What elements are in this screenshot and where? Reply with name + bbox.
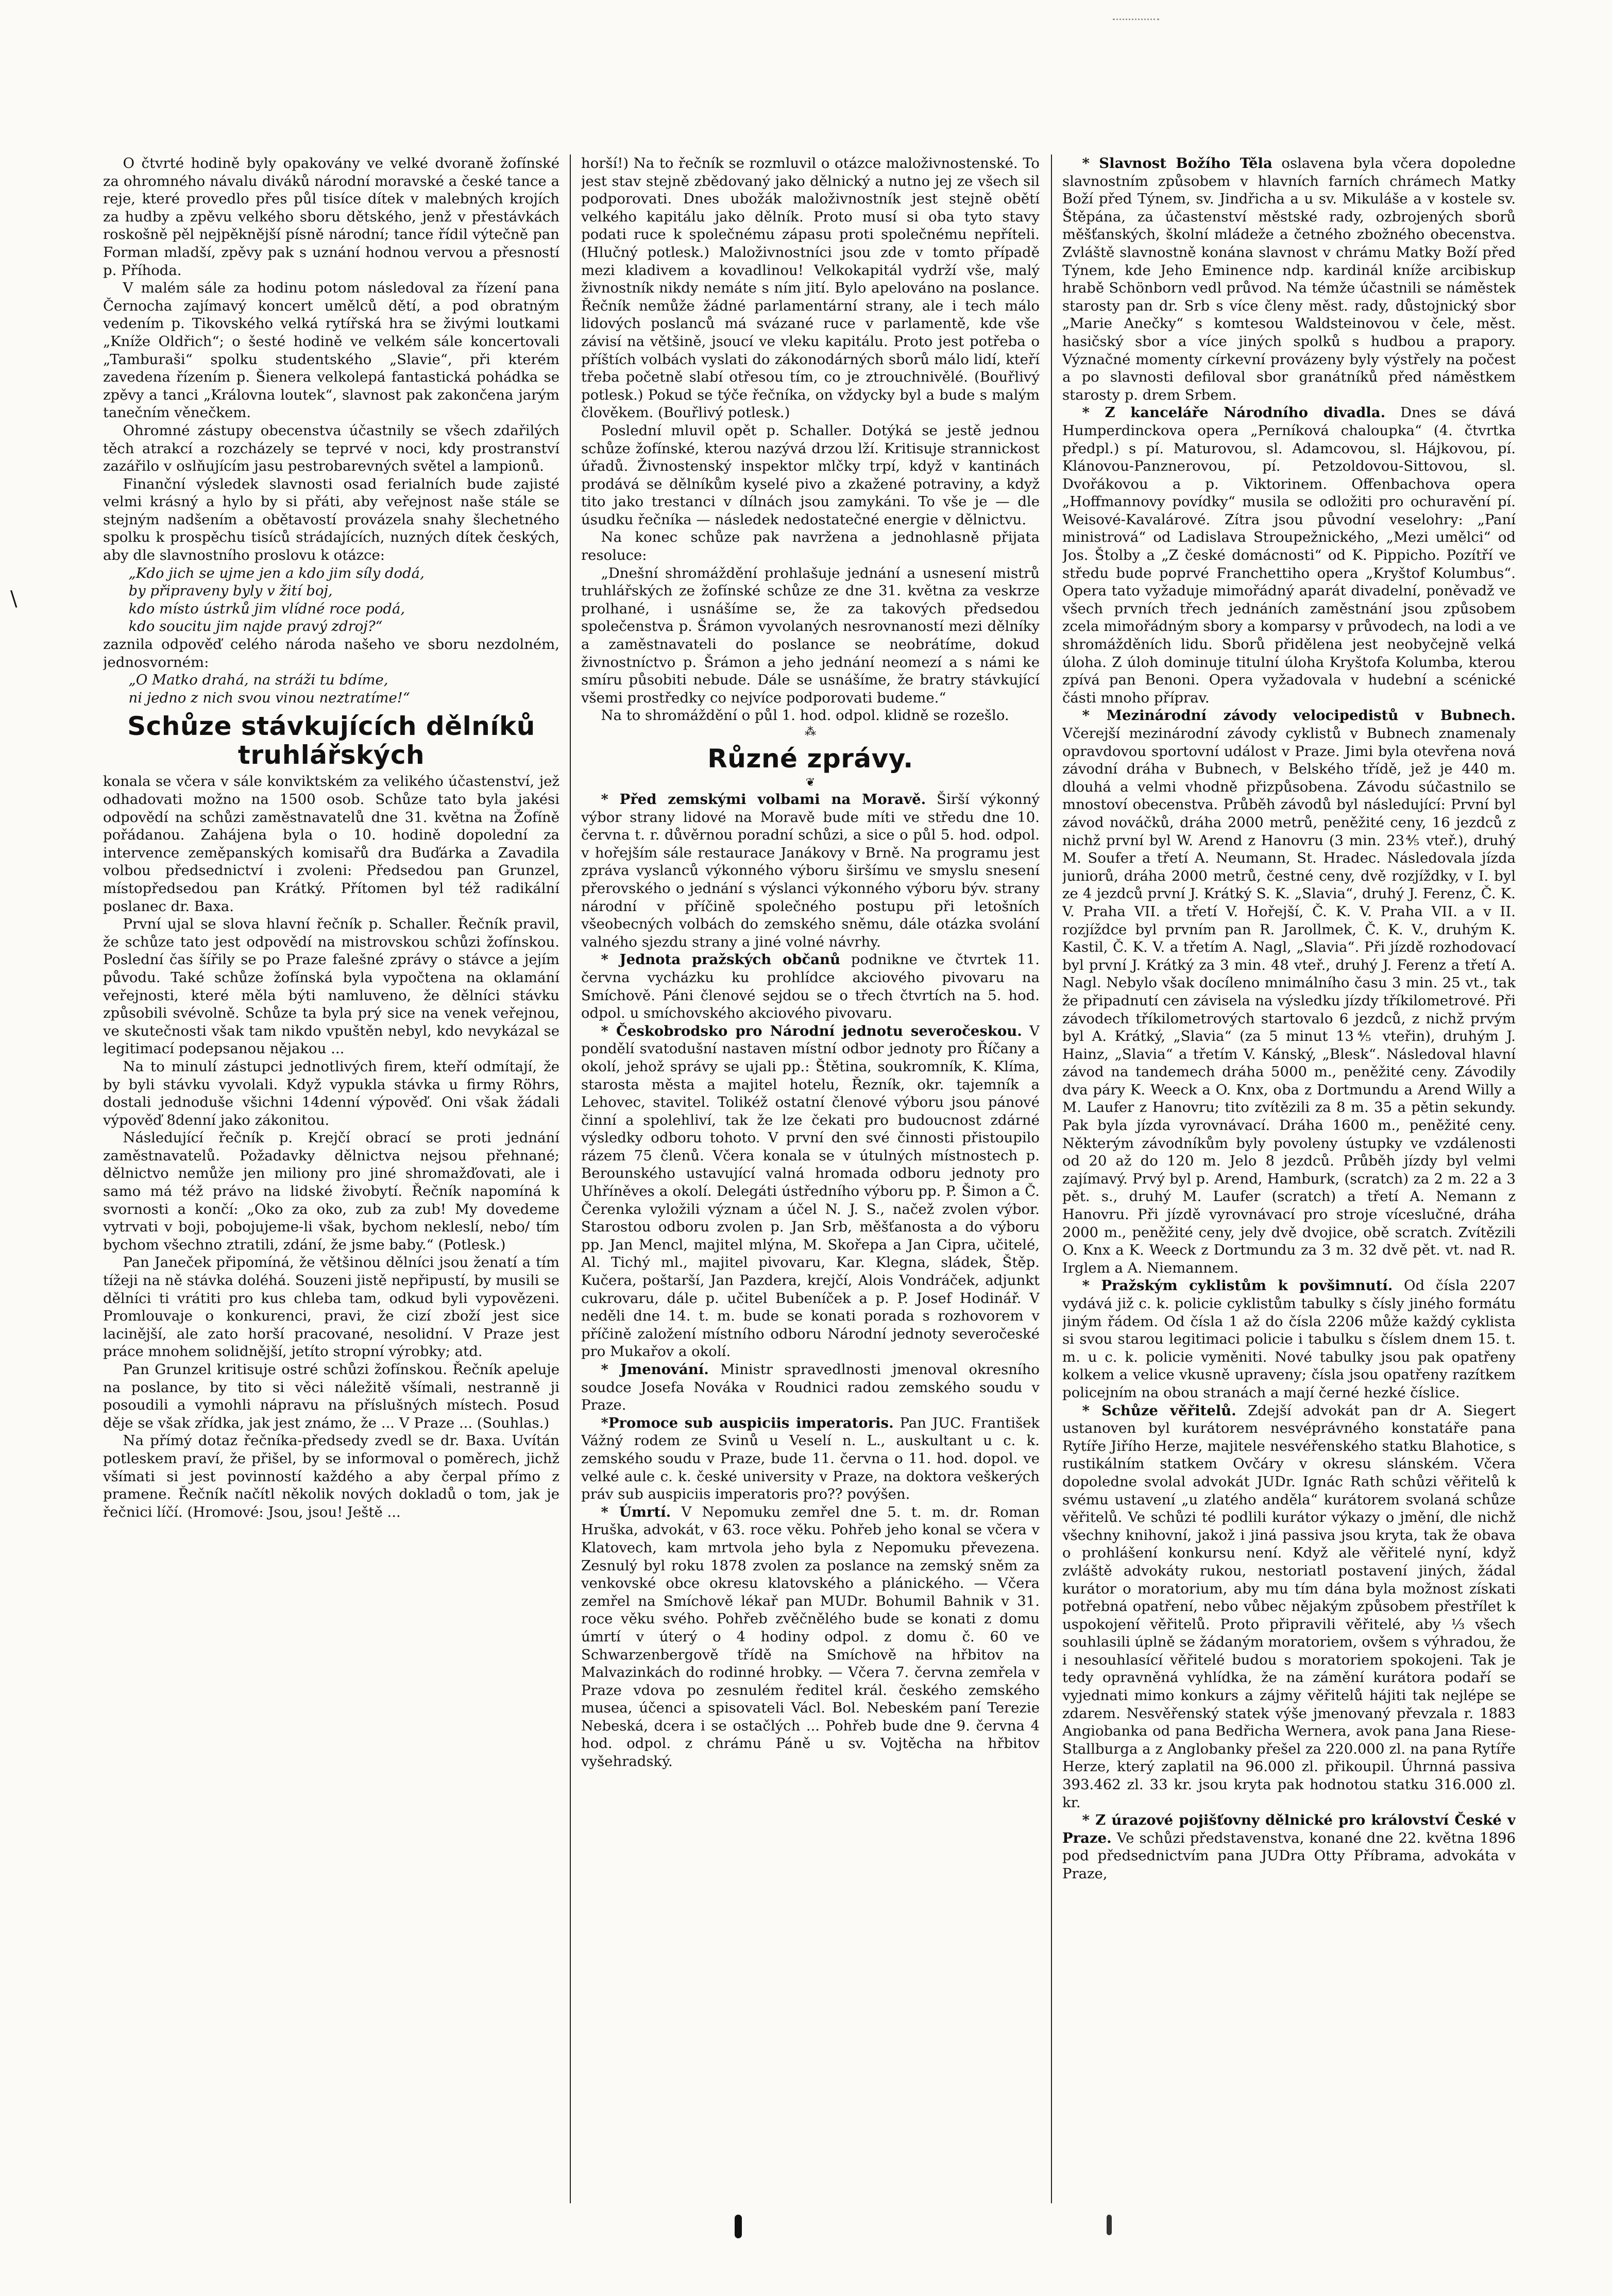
news-body: oslavena byla včera dopoledne slavnostním způsobem v hlavních farních chrámech Matky Boží před Týnem, sv. Jindřicha a u sv. Mikuláše a v kostele sv. Štěpána, za účastenství městské rady, ozbrojených sborů měšťanských, školní mládeže a četného zbožného obecenstva. Zvláště slavnostně konána slavnost v chrámu Matky Boží před Týnem, kde Jeho Eminence ndp. kardinál kníže arcibiskup hrabě Schönborn vedl průvod. Na témže účastnili se náměstek starosty pan dr. Srb s více členy měst. rady, důstojnický sbor „Marie Anečky“ s komtesou Waldsteinovou v čele, měst. hasičský sbor a více jiných spolků s hudbou a prapory. Význačné momenty církevní provázeny byly výstřely na počest a po slavnosti defiloval sbor granátníků před náměstkem starosty p. drem Srbem. — [1062, 155, 1516, 403]
verse-line: „Kdo jich se ujme jen a kdo jim síly dodá, — [128, 564, 425, 581]
verse-line: ni jedno z nich svou vinou neztratíme!“ — [128, 689, 410, 706]
news-kicker: * Úmrtí. — [601, 1503, 671, 1520]
resolution-paragraph: „Dnešní shromáždění prohlašuje jednání a usnesení mistrů truhlářských ze žofínské schůze ze dne 31. května za veskrze prolhané, i usnášíme se, že za takových předsedou společenstva p. Šrámon vyvolaných nesrovnaností mezi dělníky a zaměstnavateli do poslance se neobrátíme, dokud živnostníctvo p. Šrámon a jeho jednání neomezí a s námi ke smíru působiti nebude. Dále se usnášíme, že bratry stávkující všemi prostředky co nejvíce podporovati budeme.“ — [581, 564, 1040, 706]
heading-line: truhlářských — [237, 740, 425, 770]
verse-line: „O Matko drahá, na stráži tu bdíme, — [128, 672, 388, 689]
news-body: Ve schůzi představenstva, konané dne 22. května 1896 pod předsednictvím pana JUDra Otty Příbrama, advokáta v Praze, — [1062, 1829, 1516, 1882]
news-kicker: * Před zemskými volbami na Moravě. — [601, 791, 926, 808]
news-kicker: * Z kanceláře Národního divadla. — [1082, 404, 1386, 421]
news-kicker: * Českobrodsko pro Národní jednotu severočeskou. — [601, 1022, 1022, 1039]
article-paragraph: Na konec schůze pak navržena a jednohlasně přijata resoluce: — [581, 529, 1040, 564]
heading-line: Schůze stávkujících dělníků — [127, 711, 535, 742]
section-heading-strike — [103, 712, 559, 769]
news-kicker: * Slavnost Božího Těla — [1082, 155, 1272, 172]
news-body: Dnes se dává Humperdinckova opera „Perníková chaloupka“ (4. čtvrtka předpl.) s pí. Maturovou, sl. Adamcovou, sl. Hájkovou, pí. Klánovou-Panznerovou, pí. Petzoldovou-Sittovou, sl. Dvořákovou a p. Viktorinem. Offenbachova opera „Hoffmannovy povídky“ musila se odložiti pro ochuravění pí. Weisové-Kavalárové. Zítra jsou původní veselohry: „Paní ministrová“ od Ladislava Stroupežnického, „Mezi umělci“ od Jos. Štolby a „Z české domácnosti“ od K. Pippicho. Pozítří ve středu bude poprvé Franchettiho opera „Kryštof Kolumbus“. Opera tato vyžaduje mimořádný aparát divadelní, poněvadž ve všech prvních třech jednáních zaměstnání jsou způsobem zcela mimořádným sbory a komparsy v průvodech, na lodi a ve shromážděních lidu. Sborů přidělena jest neobyčejně velká úloha. Z úloh dominuje titulní úloha Kryštofa Kolumba, kterou zpívá pan Benoni. Opera vyžadovala v hudební a scénické části mnoho příprav. — [1062, 404, 1516, 706]
ornament-divider: ❦ — [805, 776, 816, 789]
verse-line: by připraveny byly v žití boj, — [128, 582, 333, 599]
news-kicker: * Mezinárodní závody velocipedistů v Bubnech. — [1082, 707, 1516, 724]
news-kicker: * Jednota pražských občanů — [601, 951, 841, 968]
column-2 — [581, 155, 1040, 2208]
page-corner-mark — [1113, 19, 1159, 35]
article-paragraph: Poslední mluvil opět p. Schaller. Dotýká se jestě jednou schůze žofínské, kterou nazývá drzou lží. Kritisuje strannickost úřadů. Živnostenský inspektor mlčky trpí, když v kantinách prodává se dělníkům kyselé pivo a zkažené potraviny, a když tito jako trestanci v dílnách jsou zamykáni. To vše je — dle úsudku řečníka — následek nedostatečné energie v dělnictvu. — [581, 422, 1040, 528]
article-paragraph: První ujal se slova hlavní řečník p. Schaller. Řečník pravil, že schůze tato jest odpovědí na mistrovskou schůzi žofínskou. Poslední čas šířily se po Praze falešné zprávy o stávce a jejím původu. Také schůze žofínská byla vypočtena na oklamání veřejnosti, které měla býti namluveno, že dělníci stávku způsobili svévolně. Schůze ta byla prý sice na venek veřejnou, ve skutečnosti však tam nikdo vpuštěn nebyl, kdo nevykázal se legitimací podepsanou nějakou ... — [103, 916, 559, 1057]
article-paragraph: Následující řečník p. Krejčí obrací se proti jednání zaměstnavatelů. Požadavky dělnictva nejsou přehnané; dělnictvo nemůže jen miliony pro jiné shromažďovati, ale i samo má též právo na lidské živobytí. Řečník napomíná k svornosti a končí: „Oko za oko, zub za zub! My dovedeme vytrvati v boji, pobojujeme-li však, bychom nekleslí, nebo/ tím bychom všechno ztratili, zdání, že jsme baby.“ (Potlesk.) — [103, 1129, 559, 1253]
article-paragraph: Na to shromáždění o půl 1. hod. odpol. klidně se rozešlo. — [601, 707, 1009, 724]
news-body: V pondělí svatodušní nastaven místní odbor jednoty pro Říčany a okolí, jehož správy se ujali pp.: Štětina, soukromník, K. Klíma, starosta města a majitel hotelu, Řezník, okr. tajemník a Lehovec, stavitel. Tolikéž ostatní členové výboru jsou pánové činní a spolehliví, tak že lze čekati pro budoucnost zdárné výsledky odboru tohoto. V první den své činnosti přistoupilo rázem 75 členů. Včera konala se v útulných místnostech p. Berounského ustavující valná hromada odboru jednoty pro Uhříněves a okolí. Delegáti ústředního výboru pp. P. Šimon a Č. Čerenka vyložili význam a účel N. J. S., načež zvolen výbor. Starostou odboru zvolen p. Jan Srb, měšťanosta a do výboru pp. Jan Mencl, majitel mlýna, M. Skořepa a Jan Cipra, učitelé, Al. Tichý ml., majitel pivovaru, Kar. Klegna, sládek, Štěp. Kučera, poštarší, Jan Pazdera, krejčí, Alois Vondráček, adjunkt cukrovaru, dále p. učitel Bubeníček a p. P. Josef Hodinář. V neděli dne 14. t. m. bude se konati porada s rozhovorem v příčině založení místního odboru Národní jednoty severočeské pro Mukařov a okolí. — [581, 1022, 1040, 1360]
news-body: Včerejší mezinárodní závody cyklistů v Bubnech znamenaly opravdovou sportovní událost v Praze. Jimi byla otevřena nová závodní dráha v Bubnech, v Belského třídě, jež je 440 m. dlouhá a velmi vhodně přizpůsobena. Závodu súčastnilo se mnostoví obecenstva. Průběh závodů byl následující: První byl závod nováčků, dráha 2000 metrů, peněžité ceny, 16 jezdců z nichž první byl W. Arend z Hanovru (3 min. 23⅘ vteř.), druhý M. Soufer a třetí A. Neumann, St. Hradec. Následovala jízda juniorů, dráha 2000 metrů, čestné ceny, dvě rozjíždky, v I. byl ze 4 jezdců první J. Krátký S. K. „Slavia“, druhý J. Ferenz, Č. K. V. Praha VII. a třetí V. Hořejší, Č. K. V. Praha VII. a v II. rozjíždce byl prvním pan R. Jarollmek, Č. K. V., druhým K. Kastil, Č. K. V. a třetím A. Nagl, „Slavia“. Při jízdě rozhodovací byl první J. Krátký za 3 min. 48 vteř., druhý J. Ferenz a třetí A. Nagl. Nebylo však docíleno mnimálního času 3 min. 25 vt., tak že připadnutí cen závisela na výsledku jízdy tříkilometrové. Při závodech tříkilometrových startovalo 6 jezdců, z nichž prvým byl A. Krátký, „Slavia“ (za 5 minut 13⅘ vteřin), druhým J. Hainz, „Slavia“ a třetím V. Kánský, „Blesk“. Následoval hlavní závod na tandemech dráha 5000 m., peněžité ceny. Závodily dva páry K. Weeck a O. Knx, oba z Dortmundu a Arend Willy a M. Laufer z Hanovru; tito zvítězili za 8 m. 35 a pětin sekundy. Pak byla jízda vyrovnávací. Dráha 1600 m., peněžité ceny. Některým závodníkům byly povoleny ústupky ve vzdálenosti od 20 až do 120 m. Jelo 8 jezdců. Průběh jízdy byl velmi zajímavý. Prvý byl p. Arend, Hamburk, (scratch) za 2 m. 22 a 3 pět. s., druhý M. Laufer (scratch) a třetí A. Nemann z Hanovru. Při jízdě vyrovnávací pro stroje víceslučné, dráha 2000 m., peněžité ceny, jely dvě dvojice, obě scratch. Zvítězili O. Knx a K. Weeck z Dortmundu za 3 m. 32 dvě pět. vt. nad R. Irglem a A. Niemannem. — [1062, 725, 1516, 1276]
article-paragraph: Ohromné zástupy obecenstva účastnily se všech zdařilých těch atrakcí a rozcházely se teprvé v noci, kdy prostranství zazářilo v oslňujícím jasu pestrobarevných světel a lampionů. — [103, 422, 559, 475]
article-paragraph: Pan Grunzel kritisuje ostré schůzi žofínskou. Řečník apeluje na poslance, by tito si věci náležitě všímali, nestranně ji posoudili a vymohli nápravu na příslušných místech. Posud děje se však zřídka, jak jest známo, že ... V Praze ... (Souhlas.) — [103, 1361, 559, 1431]
column-3 — [1062, 155, 1516, 2208]
news-body: podnikne ve čtvrtek 11. června vycházku ku prohlídce akciového pivovaru na Smíchově. Páni členové sejdou se o třech čtvrtích na 5. hod. odpol. u smíchovského akciového pivovaru. — [581, 951, 1040, 1022]
column-1 — [103, 155, 559, 2208]
news-kicker: * Pražským cyklistům k povšimnutí. — [1082, 1277, 1393, 1294]
article-paragraph: Na to minulí zástupci jednotlivých firem, kteří odmítají, že by byli stávku vyvolali. Když vypukla stávka u firmy Röhrs, dostali jednoduše všichni 14denní výpověď. Oni však žádali výpověď 8denní jako zákonitou. — [103, 1058, 559, 1128]
margin-mark: \ — [10, 587, 18, 611]
section-heading-news: Různé zprávy. — [707, 744, 913, 774]
article-paragraph: Na přímý dotaz řečníka-předsedy zvedl se dr. Baxa. Uvítán potleskem praví, že přišel, by se informoval o poměrech, jichž všímati si jest povinností každého a aby čerpal přímo z pramene. Řečník načítl několik nových dokladů o tom, jak je řečnici líčí. (Hromové: Jsou, jsou! Ještě ... — [103, 1432, 559, 1520]
verse-line: kdo soucitu jim najde pravý zdroj?“ — [128, 618, 383, 635]
article-paragraph: V malém sále za hodinu potom následoval za řízení pana Černocha zajímavý koncert umělců dětí, a pod obratným vedením p. Tikovského velká rytířská hra se živými loutkami „Kníže Oldřich“; o šesté hodině ve velkém sále koncertovali „Tamburaši“ spolku studentského „Slavie“, při kterém zavedena řízením p. Šienera velkolepá fantastická pohádka se zpěvy a tanci „Královna loutek“, slavnost pak zakončena jarým tanečním věnečkem. — [103, 280, 559, 421]
news-kicker: * Z úrazové pojišťovny dělnické pro království České v Praze. — [1062, 1812, 1516, 1846]
news-body: Pan JUC. František Vážný rodem ze Svinů u Veselí n. L., auskultant u c. k. zemského soudu v Praze, bude 11. června o 11. hod. dopol. ve velké aule c. k. české university v Praze, na doktora veškerých práv sub auspiciis imperatoris pro?? povýšen. — [581, 1414, 1040, 1503]
news-kicker: * Schůze věřitelů. — [1082, 1402, 1236, 1419]
page-fold-mark — [735, 2215, 742, 2238]
news-body: V Nepomuku zemřel dne 5. t. m. dr. Roman Hruška, advokát, v 63. roce věku. Pohřeb jeho konal se včera v Klatovech, kam mrtvola jeho byla z Nepomuku převezena. Zesnulý byl roku 1878 zvolen za poslance na zemský sněm za venkovské obce okresu klatovského a plánického. — Včera zemřel na Smíchově lékař pan MUDr. Bohumil Bahnik v 31. roce věku svého. Pohřeb zvěčnělého bude se konati z domu úmrtí v úterý o 4 hodiny odpol. z domu č. 60 ve Schwarzenbergově třídě na Smíchově na hřbitov na Malvazinkách do rodinné hrobky. — Včera 7. června zemřela v Praze vdova po zesnulém ředitel král. českého zemského musea, účenci a spisovateli Václ. Bol. Nebeském paní Terezie Nebeská, dcera i se ostačlých ... Pohřeb bude dne 9. června 4 hod. odpol. z chrámu Páně u sv. Vojtěcha na hřbitov vyšehradský. — [581, 1503, 1040, 1770]
article-paragraph: Pan Janeček připomíná, že většinou dělníci jsou ženatí a tím tížeji na ně stávka doléhá. Souzeni jistě nepřipustí, by musili se dělníci ti vrátiti pro kus chleba tam, odkud byli vypovězeni. Promlouvaje o konkurenci, pravi, že cizí zboží jest sice lacinější, ale zato horší pracované, nesolidní. V Praze jest práce mnohem solidnější, jetíto stropní výrobky; atd. — [103, 1254, 559, 1360]
news-kicker: * Jmenování. — [601, 1361, 709, 1378]
article-paragraph: horší!) Na to řečník se rozmluvil o otázce maloživnostenské. To jest stav stejně zbědovaný jako dělnický a nutno jej ze všech sil podporovati. Dnes ubožák maloživnostník jest stejně obětí velkého kapitálu jako dělník. Proto musí si oba tyto stavy podati ruce k společnému zápasu proti společnému nepříteli. (Hlučný potlesk.) Maloživnostníci jsou zde v tomto případě mezi kladivem a kovadlinou! Velkokapitál vydrží vše, malý živnostník nikdy nemáte s ním jití. Bylo apelováno na poslance. Řečník nemůže žádné parlamentární strany, ale i tech málo lidových poslanců má svázané ruce v parlamentě, kde vše závisí na většině, jsoucí ve vleku kapitálu. Proto jest potřeba o příštích volbách vyslati do zákonodárných sborů málo lidí, kteří třeba početně slabí otřesou tím, co je ztrouchnivělé. (Bouřlivý potlesk.) Pokud se týče řečníka, on vždycky byl a bude s malým člověkem. (Bouřlivý potlesk.) — [581, 155, 1040, 421]
article-paragraph: konala se včera v sále konviktském za velikého účastenství, jež odhadovati možno na 1500 osob. Schůze tato byla jakési odpovědí na schůzi zaměstnavatelů dne 31. května na Žofíně pořádanou. Zahájena byla o 10. hodině dopolední za intervence zeměpanských komisařů dra Buďárka a Zavadila volbou předsednictví i zvoleni: Předsedou pan Grunzel, místopředsedou pan Krátký. Přítomen byl též radikální poslanec dr. Baxa. — [103, 773, 559, 915]
news-body: Ministr spravedlnosti jmenoval okresního soudce Josefa Nováka v Roudnici radou zemského soudu v Praze. — [581, 1361, 1040, 1414]
news-body: Zdejší advokát pan dr A. Siegert ustanoven byl kurátorem nesvéprávného konstatáře pana Rytíře Jiřího Herze, majitele nesvéřenského statku Blahotice, s rustikálním statkem Ovčáry v okresu slánském. Včera dopoledne svolal advokát JUDr. Ignác Rath schůzi věřitelů k svému ustavení „u zlatého anděla“ kurátorem svolaná schůze věřitelů. Ve schůzi té podlili kurátor výkazy o jmění, dle nichž všechny knihovní, jakož i jiná passiva jsou kryta, tak že obava o prohlášení konkursu není. Když ale věřitelé nyní, když zvláště advokáty rukou, nestoriatl postavení jiných, žádal kurátor o moratorium, aby mu tím dána byla možnost získati potřebná opatření, nebo vůbec nějakým způsobem přestřílet k uspokojení věřitelů. Proto připravili věřitelé, aby ⅓ všech souhlasili úplně se žádaným moratoriem, ovšem s výhradou, že i nesouhlasící věřitelé budou s moratoriem spokojeni. Tak je tedy opravněná vyhlídka, že na zámění kurátora podaří se vyjednati mimo konkurs a zájmy věřitelů hájiti tak nejlépe se zdarem. Nesvěřenský statek výše jmenovaný převzala r. 1883 Angiobanka od pana Bedřicha Wernera, avok pana Jana Riese-Stallburga a z Anglobanky přešel za 220.000 zl. na pana Rytíře Herze, který zaplatil na 96.000 zl. přikoupil. Úhrnná passiva 393.462 zl. 33 kr. jsou kryta pak hodnotou statku 316.000 zl. kr. — [1062, 1402, 1516, 1811]
column-rule-left — [570, 155, 571, 2203]
column-rule-right — [1051, 155, 1052, 2203]
news-kicker: *Promoce sub auspiciis imperatoris. — [601, 1414, 894, 1431]
page-fold-mark — [1107, 2215, 1112, 2235]
verse-line: kdo místo ústrků jim vlídné roce podá, — [128, 600, 405, 617]
article-paragraph: O čtvrté hodině byly opakovány ve velké dvoraně žofínské za ohromného návalu diváků národní moravské a české tance a reje, které provedlo přes půl tisíce dítek v malebných krojích za hudby a zpěvu velkého sboru dětského, jenž v přestávkách roskošně pěl nejpěknější písně národní; tance řídil výtečně pan Forman mladší, zpěvy pak s uznání hodnou vervou a přesností p. Příhoda. — [103, 155, 559, 279]
article-paragraph: zaznila odpověď celého národa našeho ve sboru nezdolném, jednosvorném: — [103, 636, 559, 671]
ornament-divider: ⁂ — [805, 726, 816, 739]
news-body: Širší výkonný výbor strany lidové na Moravě bude míti ve středu dne 10. června t. r. důvěrnou poradní schůzi, a sice o půl 5. hod. odpol. v hořejším sále restaurace Janákovy v Brně. Na programu jest zpráva vyslanců výkonného výboru širšímu ve smyslu snesení přerovského o jednání s výslanci výkonného výboru býv. strany národní v příčině společného postupu při letošních všeobecných volbách do zemského sněmu, dále otázka svolání valného sjezdu strany a jiné volné návrhy. — [581, 791, 1040, 950]
news-body: Od čísla 2207 vydává již c. k. policie cyklistům tabulky s čísly jiného formátu jiným řádem. Od čísla 1 až do čísla 2206 může každý cyklista si svou starou legitimaci policie i tabulku s číslem dnem 15. t. m. u c. k. policie vyměniti. Nové tabulky jsou pak opatřeny kolkem a velice vkusně upraveny; čísla jsou opatřeny razítkem policejním na obou stranách a mají černé hezké číslice. — [1062, 1277, 1516, 1401]
article-paragraph: Finanční výsledek slavnosti osad ferialních bude zajisté velmi krásný a hylo by si přáti, aby veřejnost naše stále se stejným nadšením a obětavostí provázela snahy šlechetného spolku k prospěchu tisíců strádajících, nuzných dítek českých, aby dle slavnostního proslovu k otázce: — [103, 475, 559, 564]
